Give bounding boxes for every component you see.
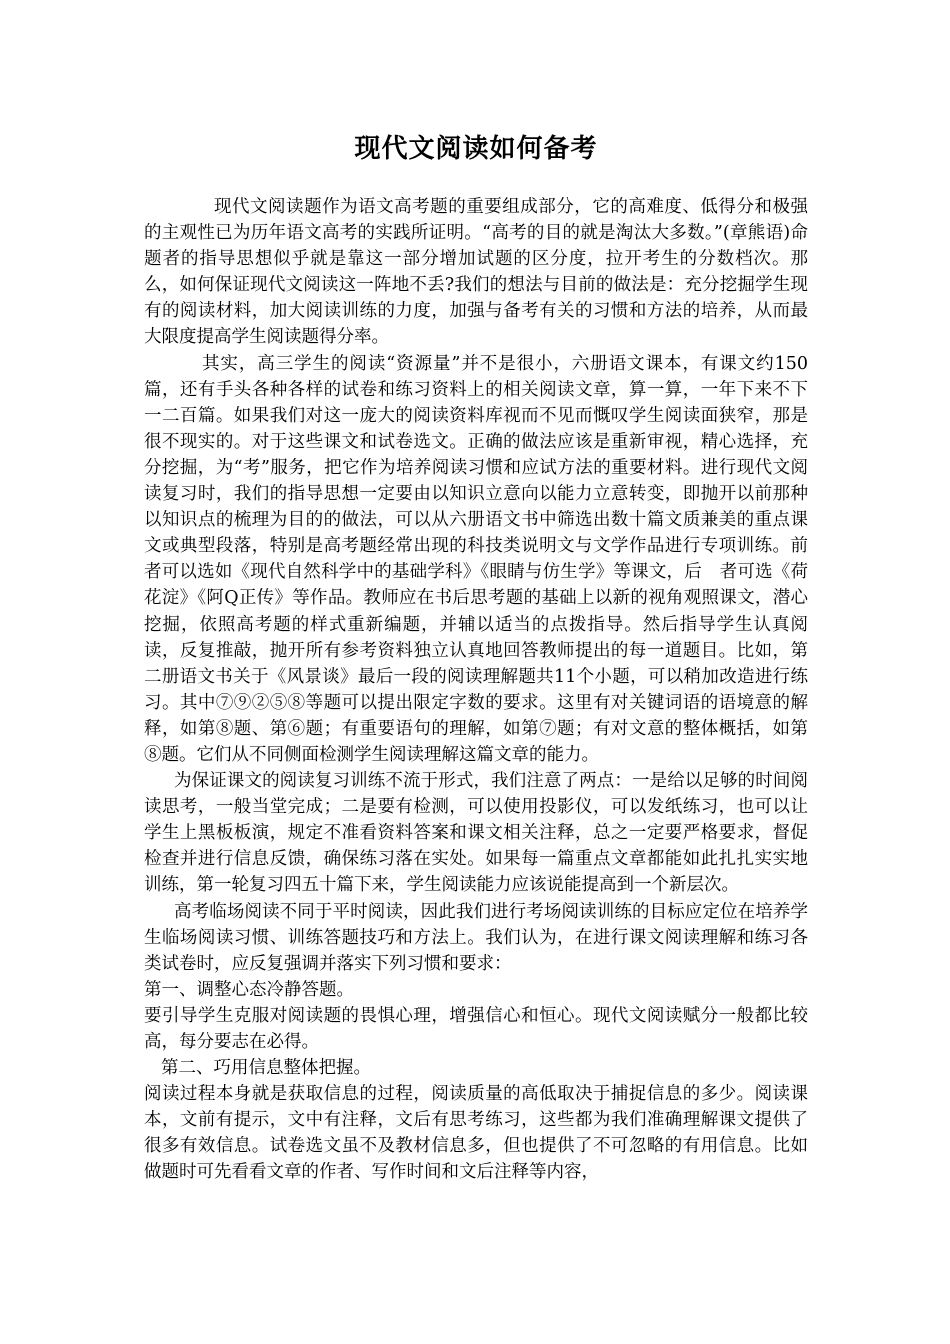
document-title: 现代文阅读如何备考 <box>354 134 598 164</box>
paragraph-1: 现代文阅读题作为语文高考题的重要组成部分，它的高难度、低得分和极强的主观性已为历年语文高考的实践所证明。“高考的目的就是淘汰大多数。”(章熊语)命题者的指导思想似乎就是靠这一部分增加试题的区分度，拉开考生的分数档次。那么，如何保证现代文阅读这一阵地不丢?我们的想法与目前的做法是：充分挖掘学生现有的阅读材料，加大阅读训练的力度，加强与备考有关的习惯和方法的培养，从而最大限度提高学生阅读题得分率。 <box>144 197 808 348</box>
section-heading-1: 第一、调整心态冷静答题。 <box>144 979 354 1000</box>
paragraph-4: 高考临场阅读不同于平时阅读，因此我们进行考场阅读训练的目标应定位在培养学生临场阅读习惯、训练答题技巧和方法上。我们认为，在进行课文阅读理解和练习各类试卷时，应反复强调并落实下列习惯和要求： <box>144 901 808 974</box>
paragraph-3: 为保证课文的阅读复习训练不流于形式，我们注意了两点：一是给以足够的时间阅读思考，一般当堂完成；二是要有检测，可以使用投影仪，可以发纸练习，也可以让学生上黑板板演，规定不准看资料答案和课文相关注释，总之一定要严格要求，督促检查并进行信息反馈，确保练习落在实处。如果每一篇重点文章都能如此扎扎实实地训练，第一轮复习四五十篇下来，学生阅读能力应该说能提高到一个新层次。 <box>144 771 808 896</box>
paragraph-6: 阅读过程本身就是获取信息的过程，阅读质量的高低取决于捕捉信息的多少。阅读课本，文前有提示，文中有注释，文后有思考练习，这些都为我们准确理解课文提供了很多有效信息。试卷选文虽不及教材信息多，但也提供了不可忽略的有用信息。比如做题时可先看看文章的作者、写作时间和文后注释等内容， <box>144 1084 808 1183</box>
document-body <box>144 194 808 1186</box>
paragraph-5: 要引导学生克服对阅读题的畏惧心理，增强信心和恒心。现代文阅读赋分一般都比较高，每分要志在必得。 <box>144 1005 808 1052</box>
section-heading-2: 第二、巧用信息整体把握。 <box>161 1058 371 1079</box>
paragraph-2: 其实，高三学生的阅读“资源量”并不是很小，六册语文课本，有课文约150篇，还有手头各种各样的试卷和练习资料上的相关阅读文章，算一算，一年下来不下一二百篇。如果我们对这一庞大的阅读资料库视而不见而慨叹学生阅读面狭窄，那是很不现实的。对于这些课文和试卷选文。正确的做法应该是重新审视，精心选择，充分挖掘，为“考”服务，把它作为培养阅读习惯和应试方法的重要材料。进行现代文阅读复习时，我们的指导思想一定要由以知识立意向以能力立意转变，即抛开以前那种以知识点的梳理为目的的做法，可以从六册语文书中筛选出数十篇文质兼美的重点课文或典型段落，特别是高考题经常出现的科技类说明文与文学作品进行专项训练。前者可以选如《现代自然科学中的基础学科》《眼睛与仿生学》等课文，后 者可选《荷花淀》《阿Q正传》等作品。教师应在书后思考题的基础上以新的视角观照课文，潜心挖掘，依照高考题的样式重新编题，并辅以适当的点拨指导。然后指导学生认真阅读，反复推敲，抛开所有参考资料独立认真地回答教师提出的每一道题目。比如，第二册语文书关于《风景谈》最后一段的阅读理解题共11个小题，可以稍加改造进行练习。其中⑦⑨②⑤⑧等题可以提出限定字数的要求。这里有对关键词语的语境意的解释，如第⑧题、第⑥题；有重要语句的理解，如第⑦题；有对文意的整体概括，如第⑧题。它们从不同侧面检测学生阅读理解这篇文章的能力。 <box>144 353 808 765</box>
